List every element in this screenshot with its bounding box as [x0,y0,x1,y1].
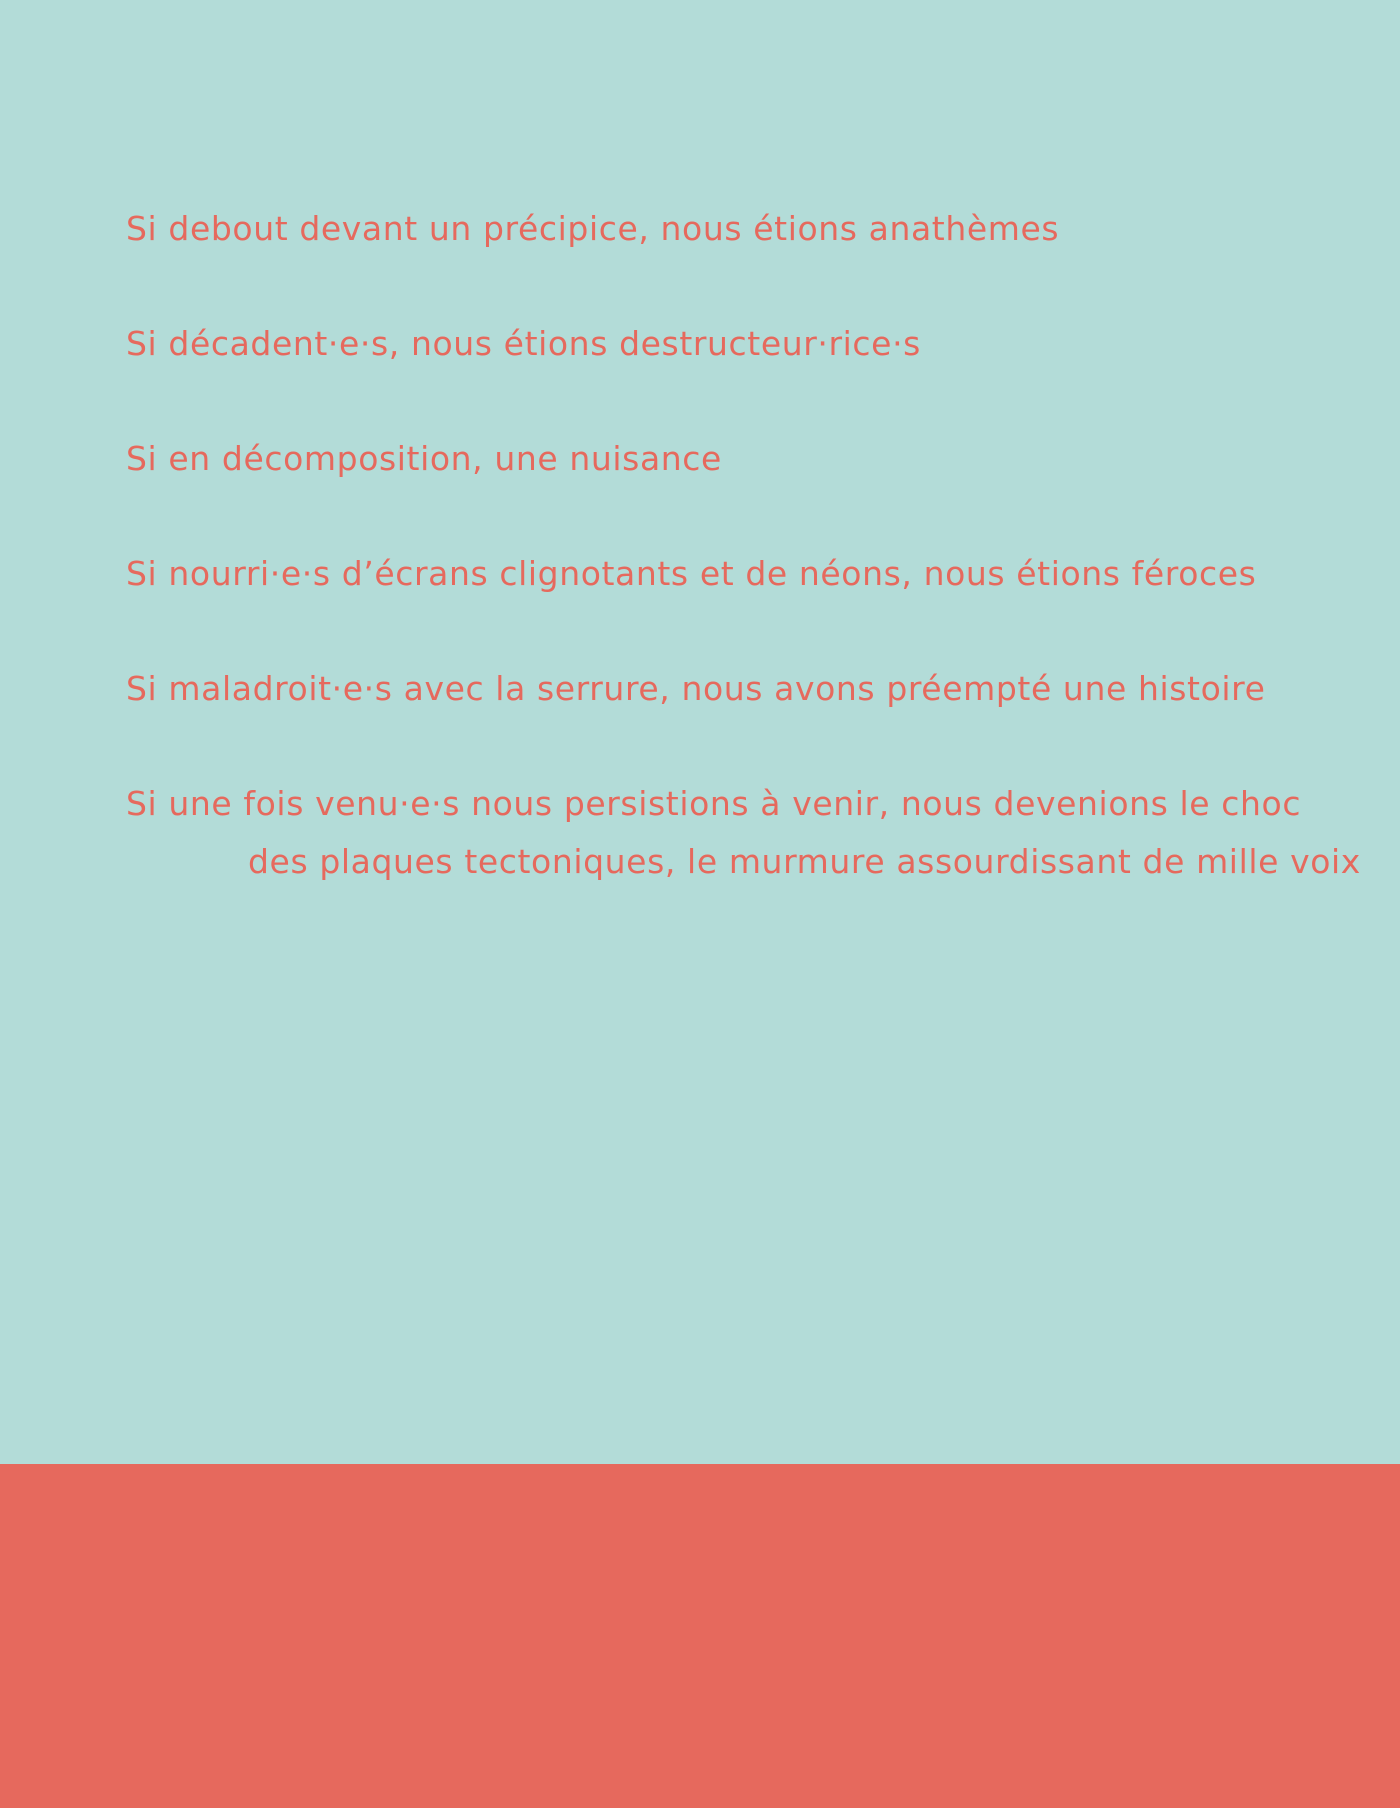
poem-line: Si debout devant un précipice, nous étions anathèmes [126,209,1060,248]
footer-color-band [0,1464,1400,1808]
poem-line: Si maladroit·e·s avec la serrure, nous avons préempté une histoire [126,669,1266,708]
poem-line: Si une fois venu·e·s nous persistions à venir, nous devenions le choc [126,784,1302,823]
poem-line: Si décadent·e·s, nous étions destructeur·rice·s [126,324,921,363]
poem-line: Si nourri·e·s d’écrans clignotants et de néons, nous étions féroces [126,554,1257,593]
poem-line: Si en décomposition, une nuisance [126,439,722,478]
poem-line-continuation: des plaques tectoniques, le murmure assourdissant de mille voix [248,842,1361,881]
